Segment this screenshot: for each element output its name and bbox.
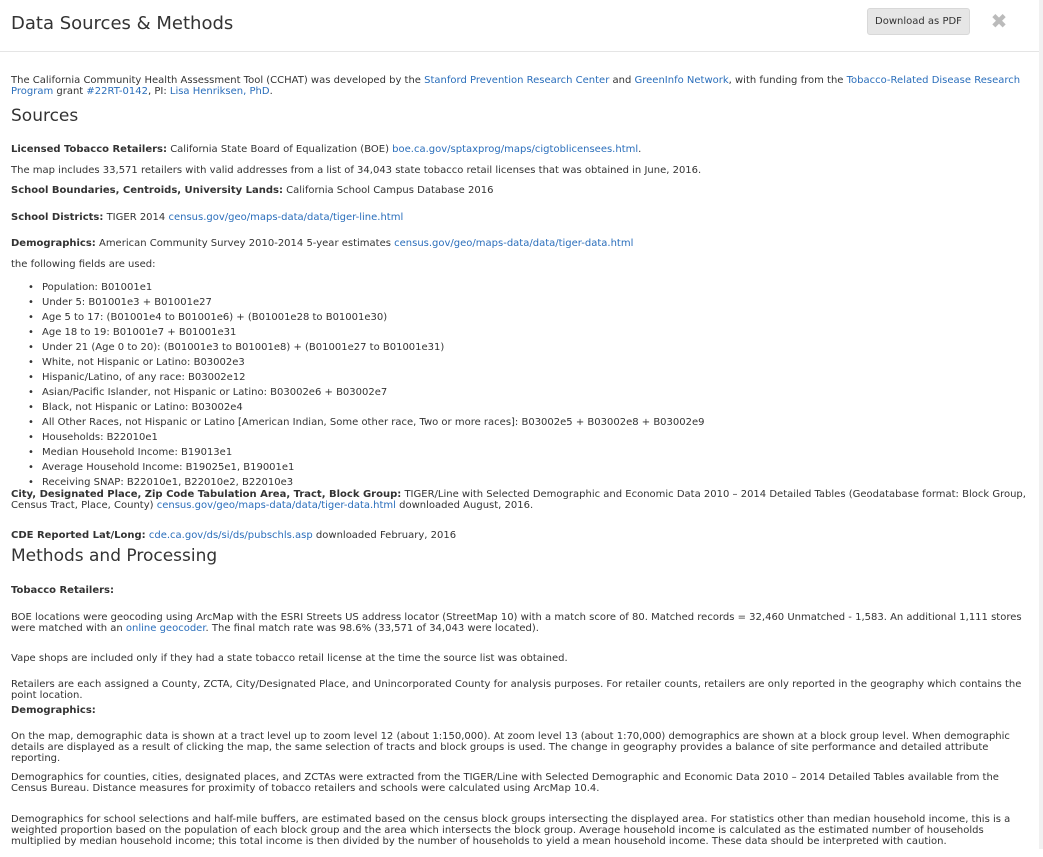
demographics-section	[11, 228, 1027, 490]
tiger-data-link[interactable]: census.gov/geo/maps-data/data/tiger-data.html	[156, 500, 396, 511]
methods-paragraph-schools	[11, 804, 1027, 857]
section-text: downloaded February, 2016	[312, 530, 457, 541]
section-text: TIGER 2014	[103, 212, 169, 223]
cde-link[interactable]: cde.ca.gov/ds/si/ds/pubschls.asp	[148, 530, 313, 541]
stanford-link[interactable]: Stanford Prevention Research Center	[424, 75, 610, 86]
section-label: Tobacco Retailers:	[11, 585, 115, 596]
list-item: • Population: B01001e1	[42, 280, 1027, 295]
list-item: • Black, not Hispanic or Latino: B03002e4	[42, 400, 1027, 415]
list-item: • Under 5: B01001e3 + B01001e27	[42, 295, 1027, 310]
section-label: Demographics:	[11, 238, 96, 249]
list-item: • Households: B22010e1	[42, 430, 1027, 445]
methods-paragraph-geocoding	[11, 602, 1027, 644]
section-label: Licensed Tobacco Retailers:	[11, 144, 168, 155]
section-label: School Districts:	[11, 212, 104, 223]
intro-text: The California Community Health Assessment Tool (CCHAT) was developed by the	[11, 75, 425, 86]
geographies-section	[11, 479, 1027, 521]
list-item: • Median Household Income: B19013e1	[42, 445, 1027, 460]
intro-text: , PI:	[147, 86, 170, 97]
section-text: TIGER/Line with Selected Demographic and Economic Data 2010 – 2014 Detailed Tables (Geodatabase format: Block Group, Census Tract, Place, County)	[11, 489, 1026, 511]
intro-paragraph	[11, 65, 1027, 107]
grant-link[interactable]: #22RT-0142	[86, 86, 148, 97]
section-text: downloaded August, 2016.	[395, 500, 534, 511]
list-item: • Asian/Pacific Islander, not Hispanic or Latino: B03002e6 + B03002e7	[42, 385, 1027, 400]
list-item: • All Other Races, not Hispanic or Latino [American Indian, Some other race, Two or more races]: B03002e5 + B03002e8 + B03002e9	[42, 415, 1027, 430]
modal-header	[0, 0, 1039, 52]
close-icon[interactable]: ✖	[990, 9, 1008, 33]
section-label: Demographics:	[11, 705, 96, 716]
list-item: • Hispanic/Latino, of any race: B03002e12	[42, 370, 1027, 385]
greeninfo-link[interactable]: GreenInfo Network	[634, 75, 729, 86]
section-text: California State Board of Equalization (BOE)	[167, 144, 393, 155]
intro-text: .	[269, 86, 273, 97]
section-text: Retailers are each assigned a County, ZCTA, City/Designated Place, and Unincorporated County for analysis purposes. For retailer counts, retailers are only reported in the geography which contains the point location.	[11, 679, 1022, 701]
list-item: • Under 21 (Age 0 to 20): (B01001e3 to B01001e8) + (B01001e27 to B01001e31)	[42, 340, 1027, 355]
online-geocoder-link[interactable]: online geocoder	[125, 623, 206, 634]
scrollbar[interactable]	[1039, 0, 1043, 849]
methods-paragraph-extraction	[11, 762, 1027, 804]
modal-title: Data Sources & Methods	[11, 13, 234, 34]
section-text: On the map, demographic data is shown at a tract level up to zoom level 12 (about 1:150,000). At zoom level 13 (about 1:70,000) demographics are shown at a block group level. When demographic details are displayed as a result of clicking the map, the same selection of tracts and block groups is used. The change in geography provides a balance of site performance and detailed attribute reporting.	[11, 731, 1010, 764]
section-label: CDE Reported Lat/Long:	[11, 530, 146, 541]
section-text: BOE locations were geocoding using ArcMap with the ESRI Streets US address locator (StreetMap 10) with a match score of 80. Matched records = 32,460 Unmatched - 1,583. An additional 1,111 stores were matched with an	[11, 612, 1022, 634]
trdrp-link[interactable]: Tobacco-Related Disease Research Program	[11, 75, 1021, 97]
list-item: • Receiving SNAP: B22010e1, B22010e2, B22010e3	[42, 475, 1027, 490]
section-text: .	[638, 144, 642, 155]
section-text: . The final match rate was 98.6% (33,571 of 34,043 were located).	[205, 623, 539, 634]
intro-text: , with funding from the	[728, 75, 847, 86]
list-item: • White, not Hispanic or Latino: B03002e3	[42, 355, 1027, 370]
download-pdf-button[interactable]: Download as PDF	[867, 8, 970, 35]
boe-link[interactable]: boe.ca.gov/sptaxprog/maps/cigtoblicensees.html	[392, 144, 639, 155]
intro-text: and	[609, 75, 635, 86]
intro-text: grant	[53, 86, 87, 97]
section-label: School Boundaries, Centroids, University Lands:	[11, 185, 283, 196]
section-text: American Community Survey 2010-2014 5-year estimates	[95, 238, 395, 249]
section-label: City, Designated Place, Zip Code Tabulation Area, Tract, Block Group:	[11, 489, 402, 500]
tiger-data-link[interactable]: census.gov/geo/maps-data/data/tiger-data.html	[394, 238, 634, 249]
list-item: • Age 18 to 19: B01001e7 + B01001e31	[42, 325, 1027, 340]
sources-heading: Sources	[11, 106, 79, 126]
demographic-fields-list	[11, 280, 1027, 490]
section-text: The map includes 33,571 retailers with valid addresses from a list of 34,043 state tobacco retail licenses that was obtained in June, 2016.	[11, 165, 702, 176]
section-text: Demographics for counties, cities, designated places, and ZCTAs were extracted from the TIGER/Line with Selected Demographic and Economic Data 2010 – 2014 Detailed Tables available from the Census Bureau. Distance measures for proximity of tobacco retailers and schools were calculated using ArcMap 10.4.	[11, 772, 999, 794]
section-text: Vape shops are included only if they had a state tobacco retail license at the time the source list was obtained.	[11, 653, 568, 664]
section-text: the following fields are used:	[11, 259, 156, 270]
pi-link[interactable]: Lisa Henriksen, PhD	[169, 86, 270, 97]
list-item: • Age 5 to 17: (B01001e4 to B01001e6) + (B01001e28 to B01001e30)	[42, 310, 1027, 325]
methods-heading: Methods and Processing	[11, 546, 218, 566]
section-text: California School Campus Database 2016	[282, 185, 494, 196]
list-item: • Average Household Income: B19025e1, B19001e1	[42, 460, 1027, 475]
section-text: Demographics for school selections and half-mile buffers, are estimated based on the census block groups intersecting the displayed area. For statistics other than median household income, this is a weighted proportion based on the population of each block group and the area which intersects the block group. Average household income is calculated as the estimated number of households multiplied by median household income; this total income is then divided by the number of households to yield a mean household income. These data should be interpreted with caution.	[11, 814, 1011, 847]
tiger-line-link[interactable]: census.gov/geo/maps-data/data/tiger-line.html	[168, 212, 404, 223]
